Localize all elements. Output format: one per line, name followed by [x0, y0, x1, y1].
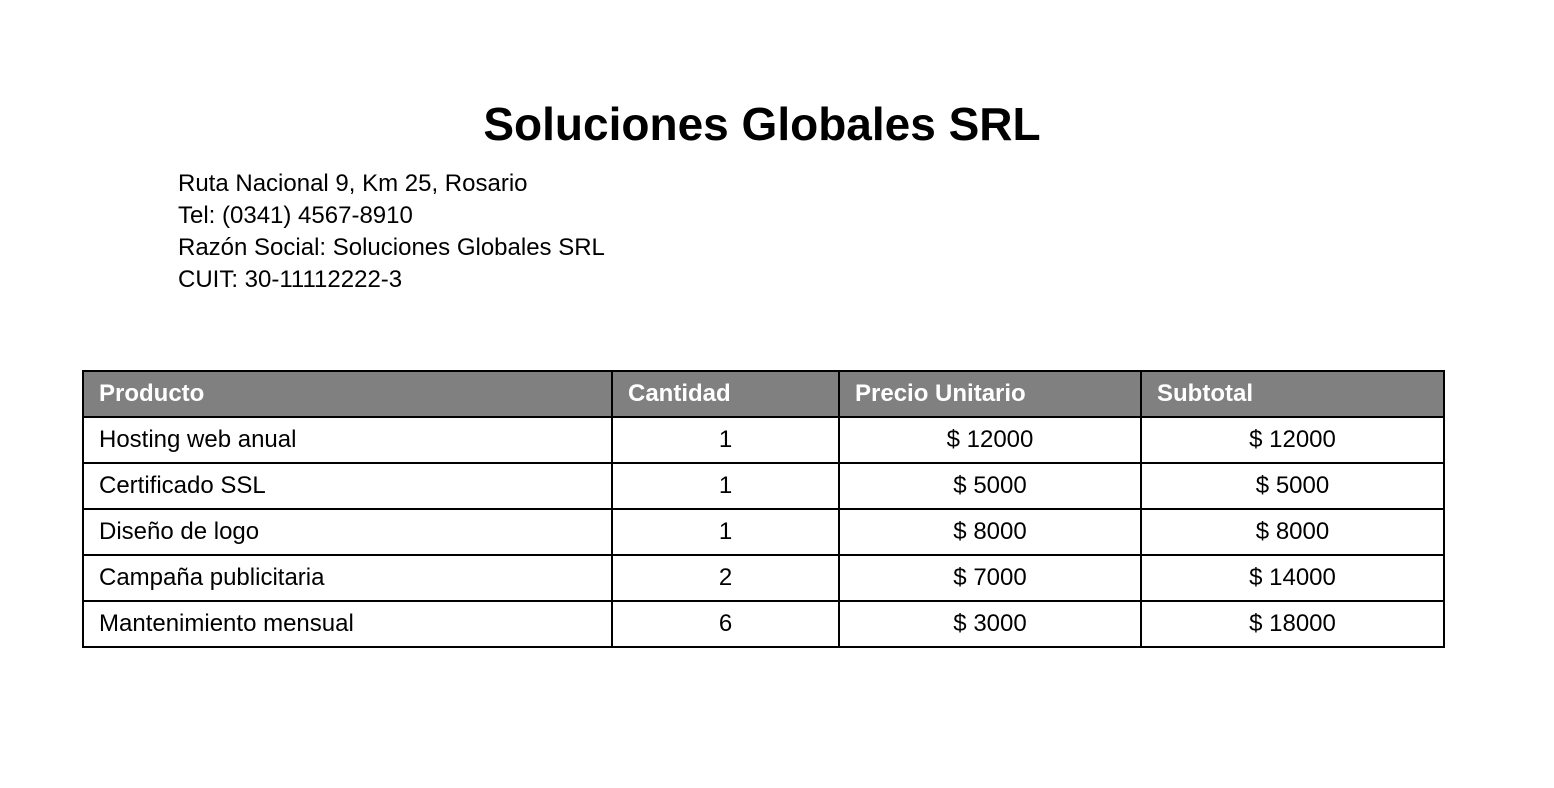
cell-subtotal: $ 5000 [1141, 463, 1444, 509]
cell-producto: Hosting web anual [83, 417, 612, 463]
company-phone: Tel: (0341) 4567-8910 [178, 202, 413, 229]
cell-subtotal: $ 8000 [1141, 509, 1444, 555]
cell-subtotal: $ 12000 [1141, 417, 1444, 463]
cell-producto: Mantenimiento mensual [83, 601, 612, 647]
cell-producto: Diseño de logo [83, 509, 612, 555]
column-header-precio-unitario: Precio Unitario [839, 371, 1141, 417]
company-address: Ruta Nacional 9, Km 25, Rosario [178, 170, 528, 197]
cell-cantidad: 2 [612, 555, 839, 601]
cell-cantidad: 6 [612, 601, 839, 647]
company-cuit: CUIT: 30-11112222-3 [178, 266, 403, 293]
table-row [83, 601, 1444, 647]
cell-precio-unitario: $ 12000 [839, 417, 1141, 463]
cell-producto: Campaña publicitaria [83, 555, 612, 601]
company-razon-social: Razón Social: Soluciones Globales SRL [178, 234, 605, 261]
cell-cantidad: 1 [612, 417, 839, 463]
cell-precio-unitario: $ 5000 [839, 463, 1141, 509]
cell-producto: Certificado SSL [83, 463, 612, 509]
column-header-cantidad: Cantidad [612, 371, 839, 417]
cell-precio-unitario: $ 3000 [839, 601, 1141, 647]
items-table [82, 370, 1445, 648]
cell-cantidad: 1 [612, 463, 839, 509]
table-header-row [83, 371, 1444, 417]
table-row [83, 417, 1444, 463]
table-row [83, 463, 1444, 509]
company-name: Soluciones Globales SRL [483, 98, 1041, 150]
table-row [83, 555, 1444, 601]
table-row [83, 509, 1444, 555]
cell-precio-unitario: $ 7000 [839, 555, 1141, 601]
cell-precio-unitario: $ 8000 [839, 509, 1141, 555]
cell-cantidad: 1 [612, 509, 839, 555]
cell-subtotal: $ 18000 [1141, 601, 1444, 647]
column-header-producto: Producto [83, 371, 612, 417]
company-info [178, 168, 605, 296]
column-header-subtotal: Subtotal [1141, 371, 1444, 417]
cell-subtotal: $ 14000 [1141, 555, 1444, 601]
